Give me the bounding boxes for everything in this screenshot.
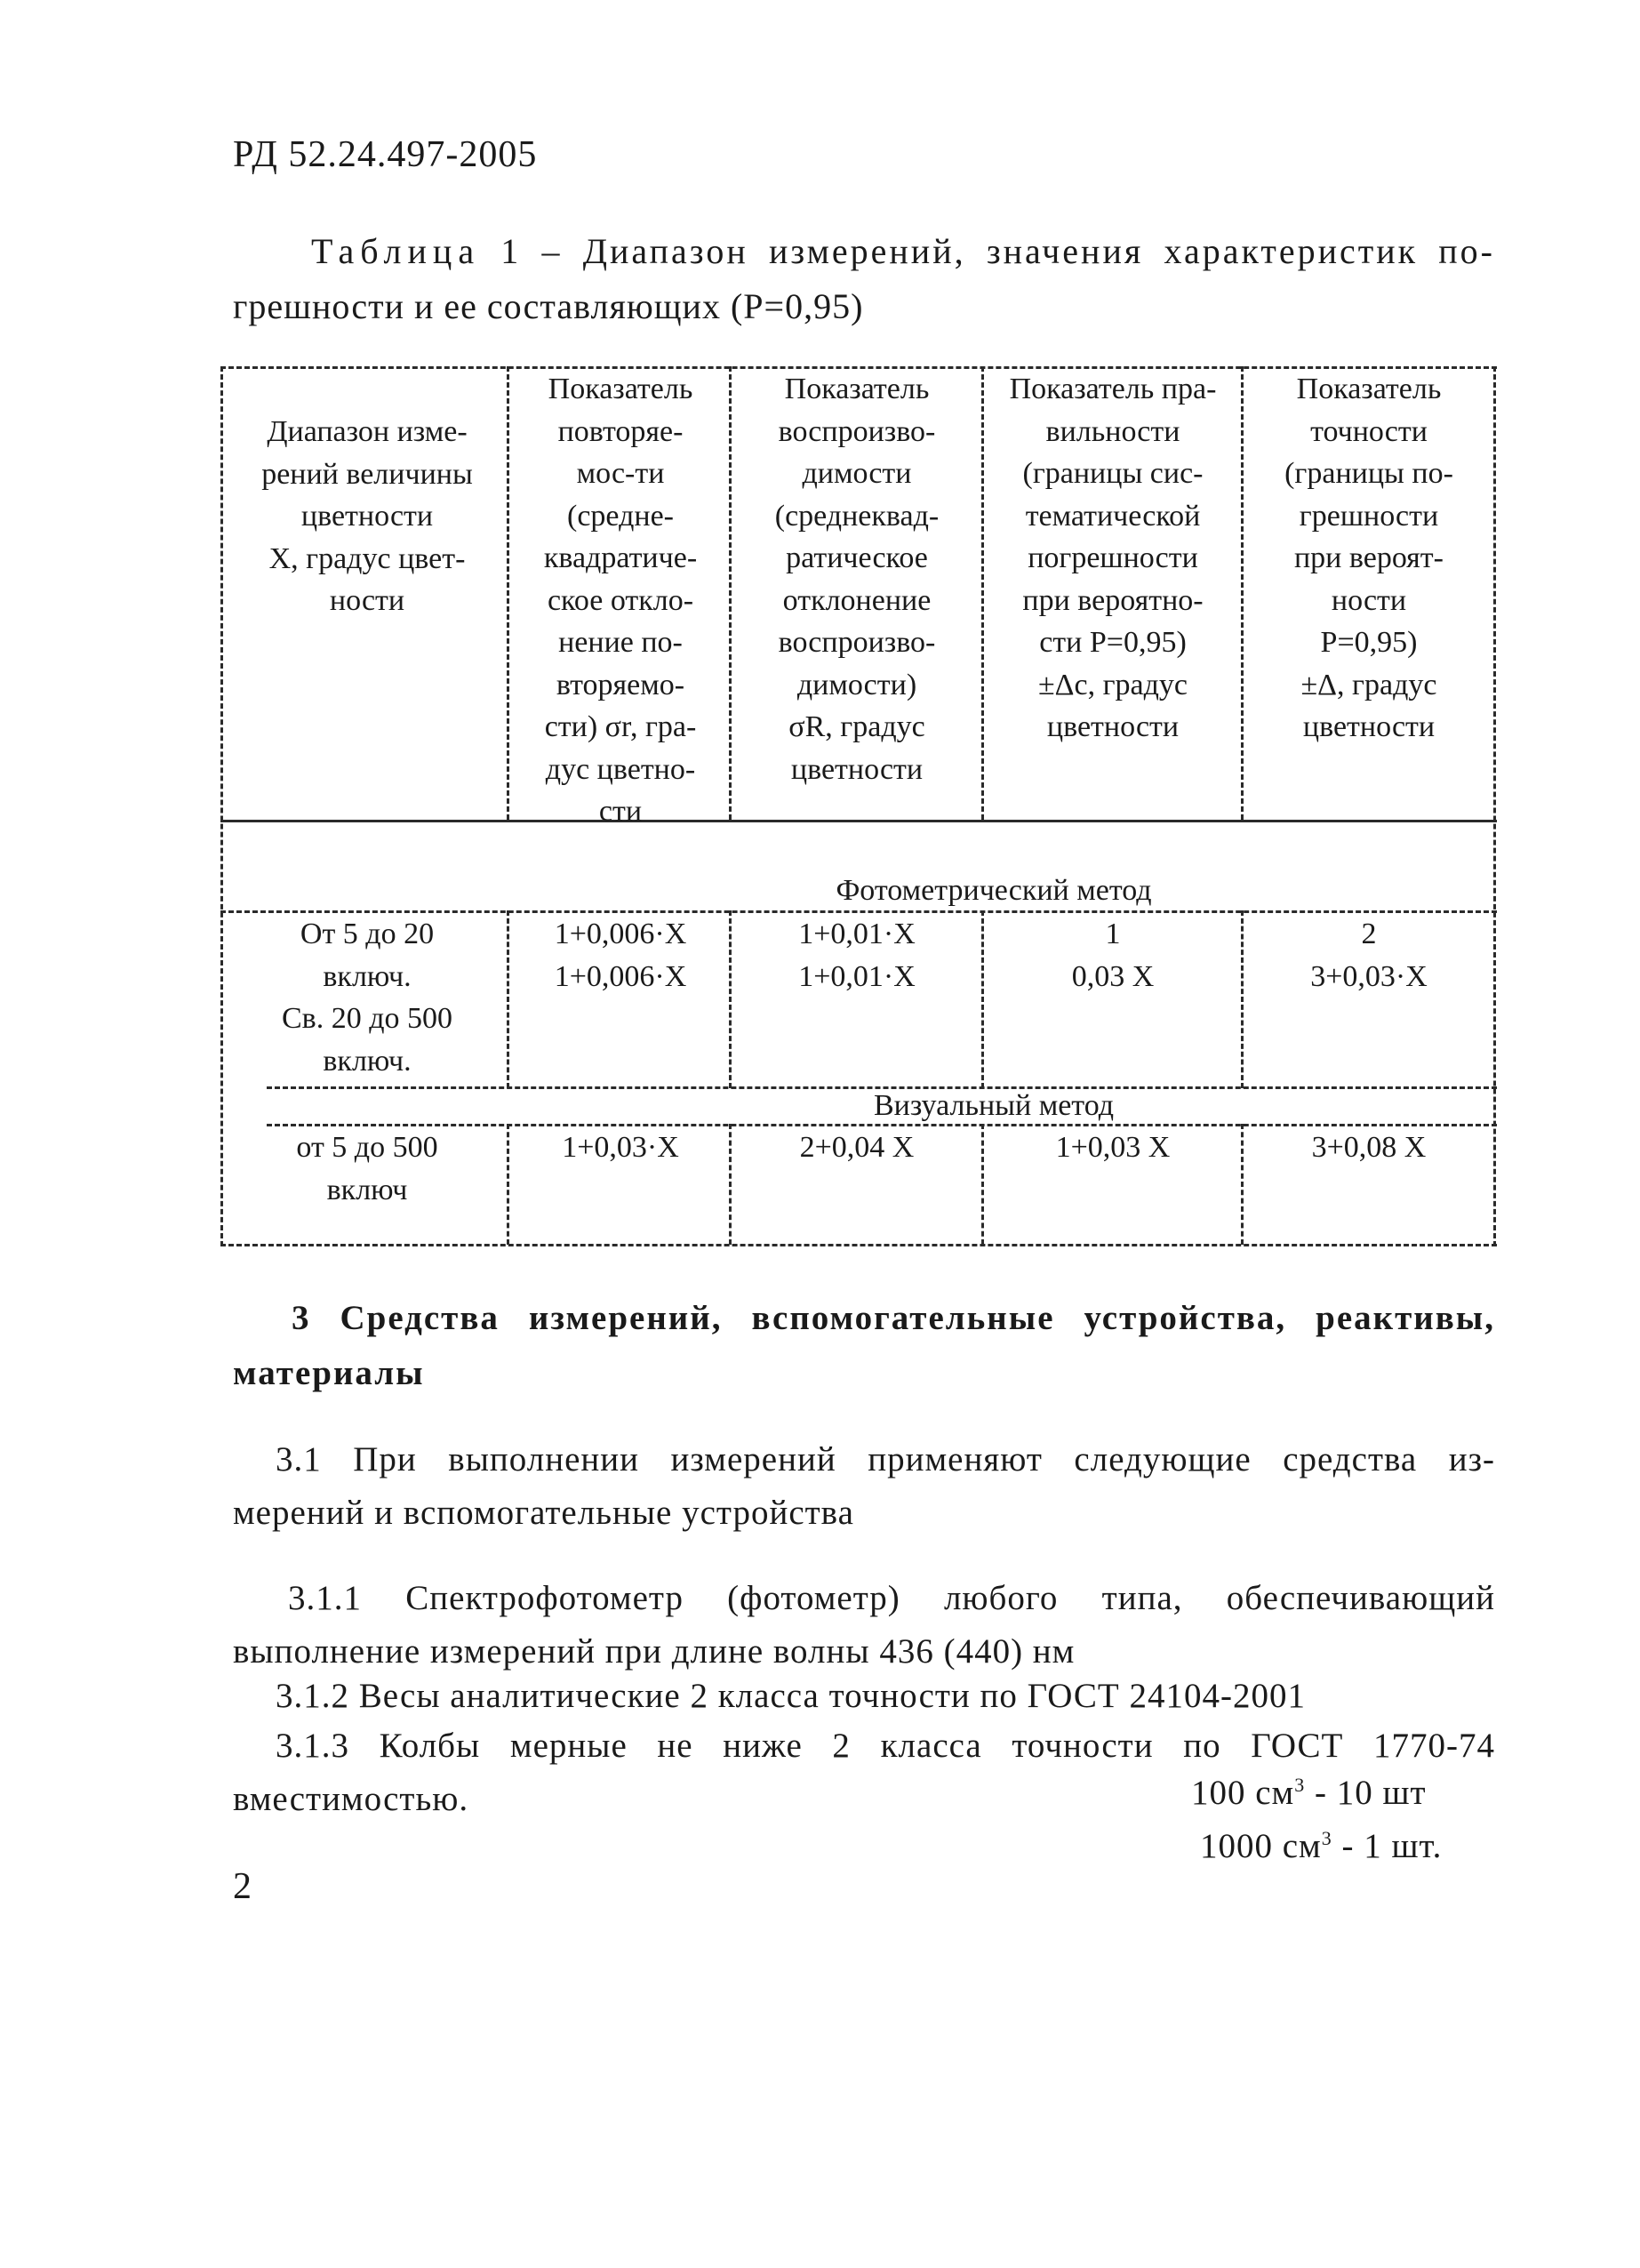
paragraph-3-1-line-1: 3.1 При выполнении измерений применяют следующие средства из- xyxy=(276,1440,1495,1479)
header-line: рений величины xyxy=(261,457,473,491)
section-3-heading-line-2: материалы xyxy=(233,1354,425,1392)
col-divider-4 xyxy=(1241,366,1244,820)
header-line: цветности xyxy=(1302,710,1436,743)
section-title-visual: Визуальный метод xyxy=(873,1089,1115,1122)
header-line: воспроизво- xyxy=(778,414,936,448)
flask-volume-100: 100 см xyxy=(1191,1774,1295,1812)
paragraph-3-1-1-line-1: 3.1.1 Спектрофотометр (фотометр) любого типа, обеспечивающий xyxy=(288,1579,1495,1617)
photometric-accuracy-cell xyxy=(1246,913,1492,998)
page-number: 2 xyxy=(233,1866,252,1907)
measurement-table xyxy=(220,366,1497,1246)
header-cell-accuracy xyxy=(1246,368,1492,749)
header-line: ности xyxy=(1331,583,1407,617)
table-caption-lead: Таблица xyxy=(311,231,481,271)
s1-col-divider-4 xyxy=(1241,910,1244,1088)
header-line: отклонение xyxy=(782,583,932,617)
cell-line: 1+0,03·Х xyxy=(562,1131,679,1164)
header-line: димости xyxy=(802,457,912,490)
header-line: Показатель xyxy=(784,373,930,405)
header-line: при вероят- xyxy=(1293,541,1444,574)
table-caption-line-1 xyxy=(233,224,1495,279)
col-divider-2 xyxy=(729,366,732,820)
header-line: сти) σr, гра- xyxy=(544,710,697,743)
header-cell-trueness xyxy=(987,368,1239,749)
photometric-range-cell xyxy=(238,913,496,1082)
col-divider-3 xyxy=(981,366,984,820)
flask-volume-1000: 1000 см xyxy=(1200,1827,1322,1865)
header-line: ратическое xyxy=(786,541,928,574)
table-border-right xyxy=(1493,366,1496,1246)
header-line: грешности xyxy=(1299,499,1439,533)
header-line: вильности xyxy=(1045,414,1180,448)
header-line: при вероятно- xyxy=(1022,583,1204,617)
table-border-left xyxy=(220,366,223,1246)
header-line: погрешности xyxy=(1028,541,1198,574)
visual-trueness-cell xyxy=(987,1126,1239,1169)
s1-col-divider-3 xyxy=(981,910,984,1088)
paragraph-3-1 xyxy=(233,1433,1495,1540)
flask-quantity-1000 xyxy=(1200,1826,1442,1866)
header-line: точности xyxy=(1310,414,1428,448)
s2-col-divider-1 xyxy=(507,1124,509,1245)
cell-line: 0,03 Х xyxy=(1071,959,1155,993)
paragraph-3-1-2: 3.1.2 Весы аналитические 2 класса точности по ГОСТ 24104-2001 xyxy=(276,1677,1306,1715)
cell-line: 1+0,01·Х xyxy=(798,959,916,993)
header-line: цветности xyxy=(790,752,924,786)
header-line: тематической xyxy=(1025,499,1201,533)
header-line: ности xyxy=(329,584,405,617)
cell-line: 1+0,006·Х xyxy=(554,918,687,950)
photometric-repeatability-cell xyxy=(514,913,727,998)
s2-col-divider-2 xyxy=(729,1124,732,1245)
paragraph-3-1-3-line-1: 3.1.3 Колбы мерные не ниже 2 класса точности по ГОСТ 1770-74 xyxy=(276,1727,1495,1765)
cell-line: Св. 20 до 500 xyxy=(281,1002,453,1035)
header-line: (границы сис- xyxy=(1022,457,1204,490)
cell-line: От 5 до 20 xyxy=(300,918,435,950)
header-line: Р=0,95) xyxy=(1320,626,1418,659)
header-line: ское откло- xyxy=(547,583,694,617)
cell-line: 2 xyxy=(1361,918,1377,950)
photometric-trueness-cell xyxy=(987,913,1239,998)
table-caption-rest: 1 – Диапазон измерений, значения характеристик по- xyxy=(500,231,1495,271)
header-line: димости) xyxy=(796,668,917,701)
cell-line: 2+0,04 Х xyxy=(799,1131,915,1164)
s1-col-divider-2 xyxy=(729,910,732,1088)
cell-line: 1+0,03 Х xyxy=(1055,1131,1171,1164)
header-rule xyxy=(220,820,1497,822)
header-line: Диапазон изме- xyxy=(267,415,468,448)
flask-count-100: - 10 шт xyxy=(1305,1774,1427,1812)
header-line: ±Δc, градус xyxy=(1037,668,1188,701)
header-line: сти Р=0,95) xyxy=(1039,626,1187,659)
header-cell-reproducibility xyxy=(734,368,980,790)
flask-quantity-100 xyxy=(1191,1773,1427,1813)
cell-line: включ. xyxy=(323,959,412,993)
document-code: РД 52.24.497-2005 xyxy=(233,134,538,175)
photometric-reproducibility-cell xyxy=(734,913,980,998)
header-line: цветности xyxy=(300,500,434,533)
header-cell-range xyxy=(238,411,496,622)
header-line: повторяе- xyxy=(557,414,684,448)
s2-col-divider-4 xyxy=(1241,1124,1244,1245)
volume-unit-exponent: 3 xyxy=(1294,1774,1306,1796)
paragraph-3-1-1 xyxy=(233,1572,1495,1679)
volume-unit-exponent: 3 xyxy=(1321,1827,1332,1849)
s2-col-divider-3 xyxy=(981,1124,984,1245)
cell-line: 1 xyxy=(1105,918,1121,950)
header-line: Показатель xyxy=(548,373,693,405)
header-line: воспроизво- xyxy=(778,626,936,659)
header-line: ±Δ, градус xyxy=(1300,668,1437,701)
cell-line: 1+0,01·Х xyxy=(798,918,916,950)
header-line: Показатель xyxy=(1296,373,1442,405)
header-line: Х, градус цвет- xyxy=(268,541,466,575)
table-caption-line-2: грешности и ее составляющих (Р=0,95) xyxy=(233,286,864,326)
header-cell-repeatability xyxy=(514,368,727,833)
header-line: вторяемо- xyxy=(556,668,685,701)
cell-line: 1+0,006·Х xyxy=(554,959,687,993)
section-3-heading-line-1: 3 Средства измерений, вспомогательные устройства, реактивы, xyxy=(292,1299,1495,1337)
visual-reproducibility-cell xyxy=(734,1126,980,1169)
section-title-photometric: Фотометрический метод xyxy=(836,874,1152,907)
header-line: σR, градус xyxy=(788,710,925,743)
paragraph-3-1-1-line-2: выполнение измерений при длине волны 436 (440) нм xyxy=(233,1632,1076,1671)
paragraph-3-1-3-line-2: вместимостью. xyxy=(233,1780,469,1818)
table-border-bottom xyxy=(220,1244,1497,1246)
header-line: мос-ти xyxy=(576,457,665,490)
section-3-heading xyxy=(233,1291,1495,1401)
header-line: нение по- xyxy=(558,626,683,659)
header-line: квадратиче- xyxy=(543,541,698,574)
paragraph-3-1-line-2: мерений и вспомогательные устройства xyxy=(233,1494,854,1532)
header-line: дус цветно- xyxy=(545,752,696,786)
s1-col-divider-1 xyxy=(507,910,509,1088)
header-line: сти xyxy=(598,795,643,828)
header-line: (границы по- xyxy=(1284,457,1453,490)
cell-line: включ xyxy=(326,1173,408,1206)
cell-line: включ. xyxy=(323,1044,412,1078)
header-line: Показатель пра- xyxy=(1009,373,1217,405)
header-line: цветности xyxy=(1046,710,1180,743)
col-divider-1 xyxy=(507,366,509,820)
visual-range-cell xyxy=(238,1126,496,1211)
flask-count-1000: - 1 шт. xyxy=(1332,1827,1443,1865)
visual-repeatability-cell xyxy=(514,1126,727,1169)
cell-line: от 5 до 500 xyxy=(296,1131,438,1164)
table-caption xyxy=(233,224,1495,334)
header-line: (средне- xyxy=(567,499,674,533)
visual-accuracy-cell xyxy=(1246,1126,1492,1169)
cell-line: 3+0,08 Х xyxy=(1311,1131,1427,1164)
cell-line: 3+0,03·Х xyxy=(1310,959,1428,993)
header-line: (среднеквад- xyxy=(774,499,940,533)
